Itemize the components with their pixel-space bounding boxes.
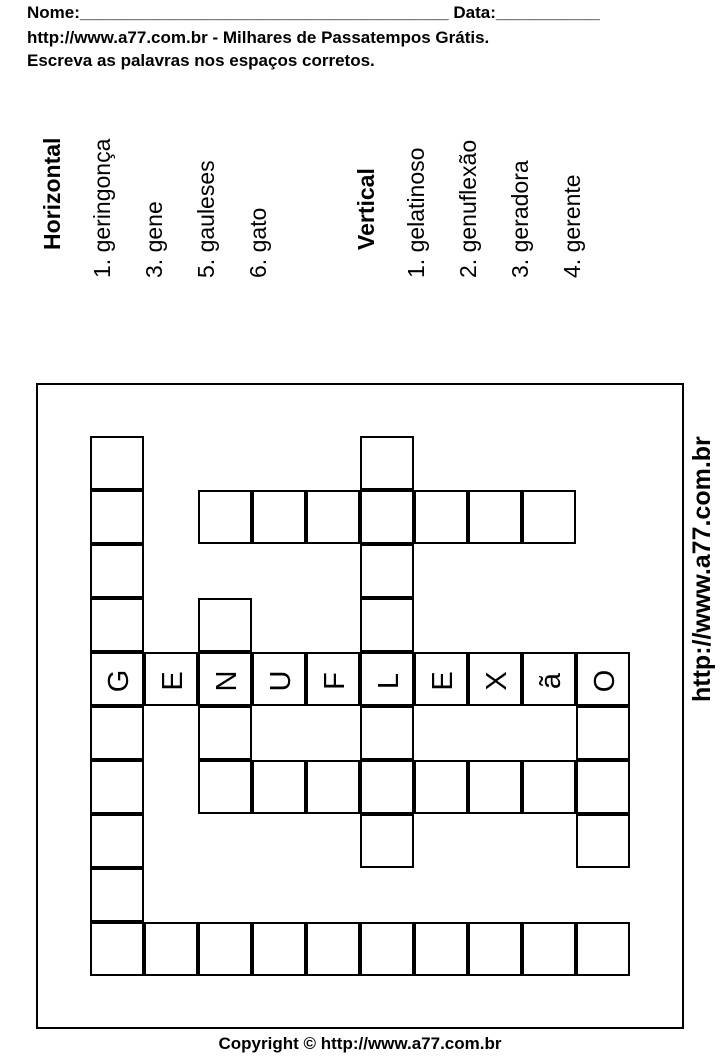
site-line: http://www.a77.com.br - Milhares de Passatempos Grátis. xyxy=(27,28,490,47)
grid-cell[interactable] xyxy=(360,490,414,544)
grid-cell[interactable] xyxy=(252,922,306,976)
grid-cell[interactable] xyxy=(306,652,360,706)
grid-cell[interactable] xyxy=(144,922,198,976)
grid-cell[interactable] xyxy=(252,490,306,544)
grid-cell[interactable] xyxy=(90,490,144,544)
grid-cell[interactable] xyxy=(414,490,468,544)
copyright: Copyright © http://www.a77.com.br xyxy=(218,1034,502,1053)
grid-cell[interactable] xyxy=(360,922,414,976)
grid-cell[interactable] xyxy=(144,652,198,706)
grid-cell[interactable] xyxy=(414,922,468,976)
grid-cell[interactable] xyxy=(468,922,522,976)
grid-letter: G xyxy=(102,669,135,693)
grid-cell[interactable] xyxy=(90,436,144,490)
grid-letter: E xyxy=(156,671,189,691)
grid-cell[interactable] xyxy=(90,706,144,760)
grid-letter: ã xyxy=(534,672,567,690)
horizontal-clue: 5. gauleses xyxy=(193,160,219,278)
grid-cell[interactable] xyxy=(468,652,522,706)
grid-cell[interactable] xyxy=(252,652,306,706)
grid-cell[interactable] xyxy=(576,922,630,976)
grid-letter: E xyxy=(426,671,459,691)
grid-cell[interactable] xyxy=(198,760,252,814)
grid-cell[interactable] xyxy=(306,760,360,814)
grid-cell[interactable] xyxy=(576,706,630,760)
vertical-clue: 1. gelatinoso xyxy=(403,147,429,278)
grid-cell[interactable] xyxy=(576,652,630,706)
horizontal-title: Horizontal xyxy=(39,137,65,250)
grid-cell[interactable] xyxy=(198,706,252,760)
grid-cell[interactable] xyxy=(90,922,144,976)
grid-cell[interactable] xyxy=(198,652,252,706)
vertical-clue: 2. genuflexão xyxy=(455,139,481,278)
grid-letter: L xyxy=(372,672,405,690)
grid-letter: X xyxy=(480,671,513,691)
grid-cell[interactable] xyxy=(576,814,630,868)
grid-cell[interactable] xyxy=(522,760,576,814)
grid-cell[interactable] xyxy=(306,922,360,976)
horizontal-clue: 3. gene xyxy=(141,201,167,278)
grid-cell[interactable] xyxy=(360,814,414,868)
horizontal-clue: 6. gato xyxy=(245,207,271,278)
horizontal-clue: 1. geringonça xyxy=(89,138,115,278)
grid-cell[interactable] xyxy=(468,490,522,544)
grid-cell[interactable] xyxy=(198,922,252,976)
grid-letter: F xyxy=(318,672,351,690)
grid-cell[interactable] xyxy=(198,490,252,544)
grid-cell[interactable] xyxy=(90,652,144,706)
grid-cell[interactable] xyxy=(252,760,306,814)
grid-cell[interactable] xyxy=(522,652,576,706)
grid-cell[interactable] xyxy=(360,598,414,652)
grid-cell[interactable] xyxy=(360,436,414,490)
grid-cell[interactable] xyxy=(360,544,414,598)
grid-cell[interactable] xyxy=(360,652,414,706)
vertical-clue: 3. geradora xyxy=(507,160,533,278)
grid-cell[interactable] xyxy=(468,760,522,814)
grid-cell[interactable] xyxy=(360,706,414,760)
grid-cell[interactable] xyxy=(522,922,576,976)
name-date-line: Nome:_______________________________________ Data:___________ xyxy=(27,3,600,22)
vertical-clue: 4. gerente xyxy=(559,174,585,278)
grid-cell[interactable] xyxy=(90,868,144,922)
grid-cell[interactable] xyxy=(414,652,468,706)
grid-cell[interactable] xyxy=(306,490,360,544)
grid-cell[interactable] xyxy=(576,760,630,814)
grid-letter: N xyxy=(210,670,243,692)
grid-cell[interactable] xyxy=(90,598,144,652)
side-url: http://www.a77.com.br xyxy=(688,436,716,702)
grid-cell[interactable] xyxy=(414,760,468,814)
grid-letter: U xyxy=(264,670,297,692)
grid-cell[interactable] xyxy=(90,814,144,868)
grid-cell[interactable] xyxy=(360,760,414,814)
grid-cell[interactable] xyxy=(522,490,576,544)
grid-cell[interactable] xyxy=(198,598,252,652)
grid-cell[interactable] xyxy=(90,760,144,814)
instructions: Escreva as palavras nos espaços corretos. xyxy=(27,51,375,70)
grid-letter: O xyxy=(588,669,621,693)
grid-cell[interactable] xyxy=(90,544,144,598)
vertical-title: Vertical xyxy=(353,168,379,250)
